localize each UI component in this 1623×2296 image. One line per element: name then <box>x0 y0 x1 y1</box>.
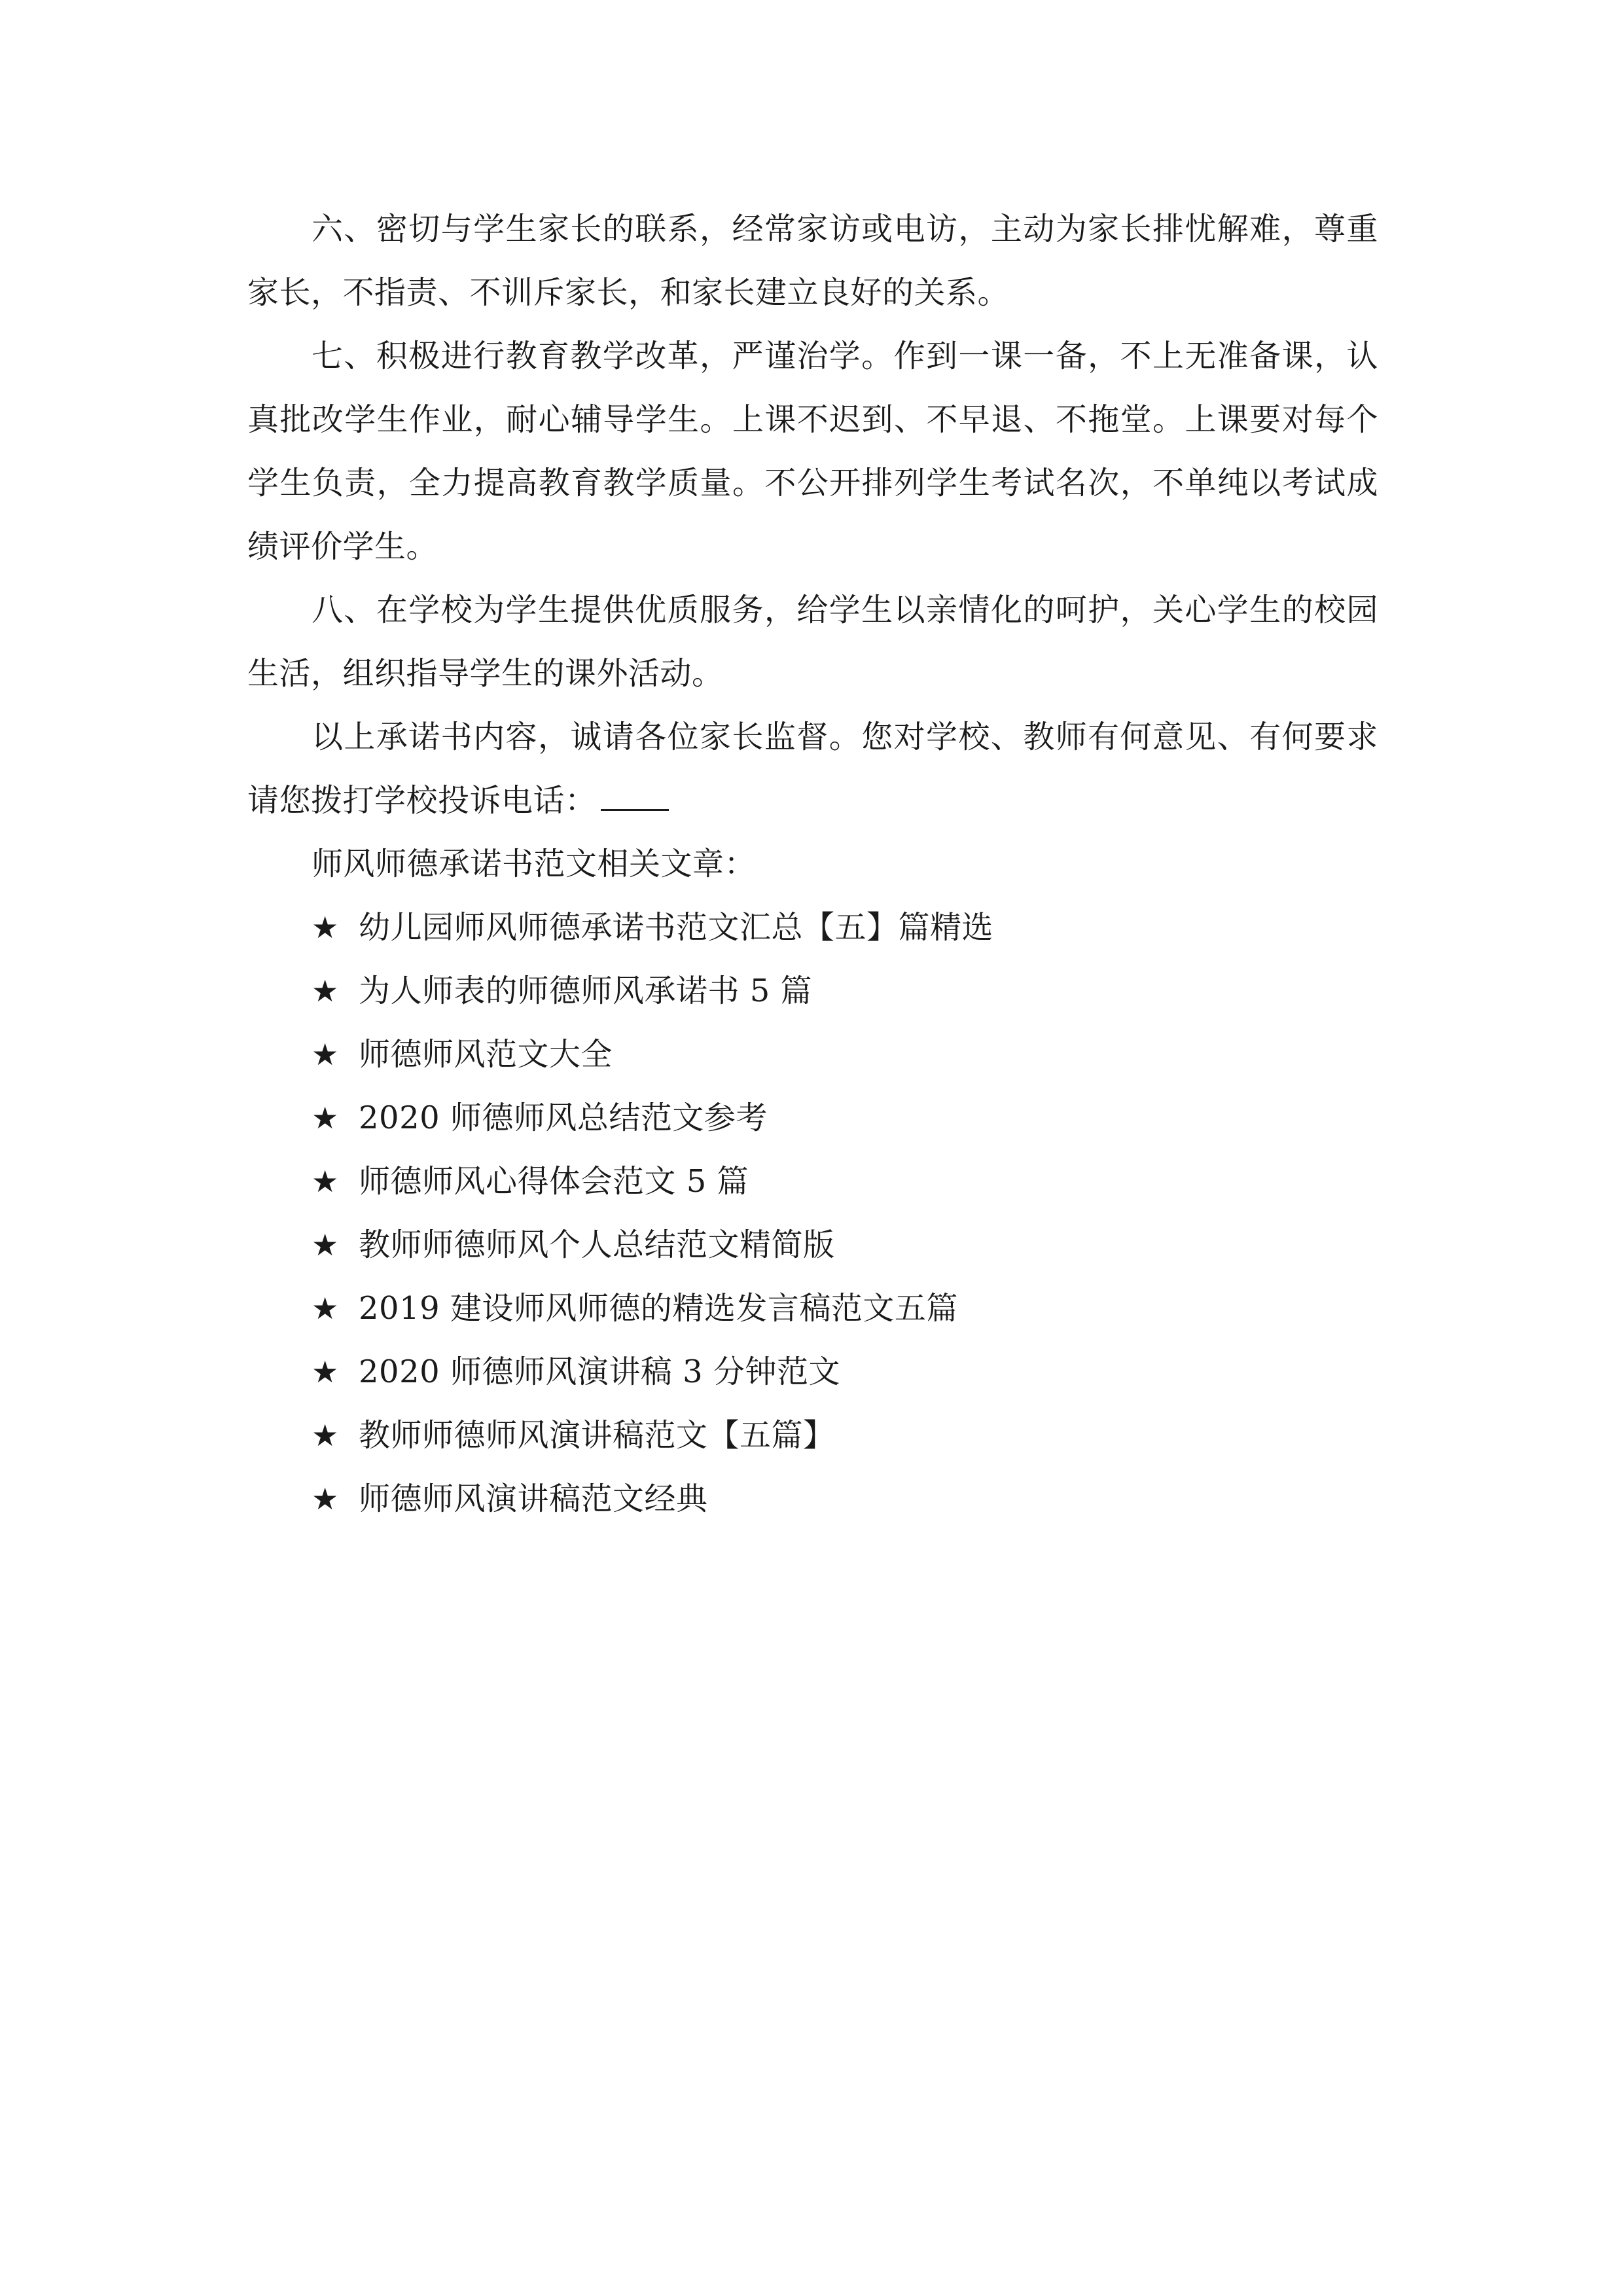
related-articles-title: 师风师德承诺书范文相关文章： <box>312 846 757 882</box>
star-icon: ★ <box>312 1481 339 1516</box>
star-icon: ★ <box>312 1291 339 1326</box>
paragraph-seven: 七、积极进行教育教学改革，严谨治学。作到一课一备，不上无准备课，认真批改学生作业，耐心辅导学生。上课不迟到、不早退、不拖堂。上课要对每个学生负责，全力提高教育教学质量。不公开排列学生考试名次，不单纯以考试成绩评价学生。 <box>247 338 1378 565</box>
related-article-title: 教师师德师风演讲稿范文【五篇】 <box>359 1417 835 1454</box>
star-icon: ★ <box>312 1164 339 1199</box>
related-article-link[interactable] <box>247 1150 1378 1213</box>
star-icon: ★ <box>312 1418 339 1453</box>
closing-text: 以上承诺书内容，诚请各位家长监督。您对学校、教师有何意见、有何要求请您拨打学校投诉电话： <box>247 719 1378 819</box>
related-article-link[interactable] <box>247 960 1378 1023</box>
document-body <box>247 198 1378 1531</box>
related-article-title: 师德师风范文大全 <box>359 1036 613 1073</box>
related-article-link[interactable] <box>247 1467 1378 1531</box>
related-article-link[interactable] <box>247 896 1378 960</box>
related-article-title: 教师师德师风个人总结范文精简版 <box>359 1227 835 1263</box>
related-article-title: 为人师表的师德师风承诺书 5 篇 <box>359 973 813 1009</box>
related-article-title: 2020 师德师风总结范文参考 <box>359 1100 768 1136</box>
related-article-title: 师德师风演讲稿范文经典 <box>359 1480 708 1517</box>
related-article-link[interactable] <box>247 1340 1378 1404</box>
star-icon: ★ <box>312 910 339 945</box>
related-article-title: 2020 师德师风演讲稿 3 分钟范文 <box>359 1354 840 1390</box>
star-icon: ★ <box>312 973 339 1009</box>
star-icon: ★ <box>312 1037 339 1072</box>
paragraph-eight: 八、在学校为学生提供优质服务，给学生以亲情化的呵护，关心学生的校园生活，组织指导学生的课外活动。 <box>247 592 1378 692</box>
star-icon: ★ <box>312 1100 339 1136</box>
related-article-link[interactable] <box>247 1086 1378 1150</box>
star-icon: ★ <box>312 1227 339 1263</box>
related-article-link[interactable] <box>247 1404 1378 1467</box>
paragraph-six: 六、密切与学生家长的联系，经常家访或电访，主动为家长排忧解难，尊重家长，不指责、不训斥家长，和家长建立良好的关系。 <box>247 211 1378 311</box>
related-article-link[interactable] <box>247 1213 1378 1277</box>
related-article-link[interactable] <box>247 1023 1378 1086</box>
star-icon: ★ <box>312 1354 339 1390</box>
related-article-title: 幼儿园师风师德承诺书范文汇总【五】篇精选 <box>359 909 994 946</box>
related-article-title: 师德师风心得体会范文 5 篇 <box>359 1163 749 1200</box>
related-article-title: 2019 建设师风师德的精选发言稿范文五篇 <box>359 1290 958 1327</box>
related-articles-list <box>247 896 1378 1531</box>
related-article-link[interactable] <box>247 1277 1378 1340</box>
closing-paragraph <box>247 706 1378 833</box>
phone-blank-line <box>601 780 669 811</box>
